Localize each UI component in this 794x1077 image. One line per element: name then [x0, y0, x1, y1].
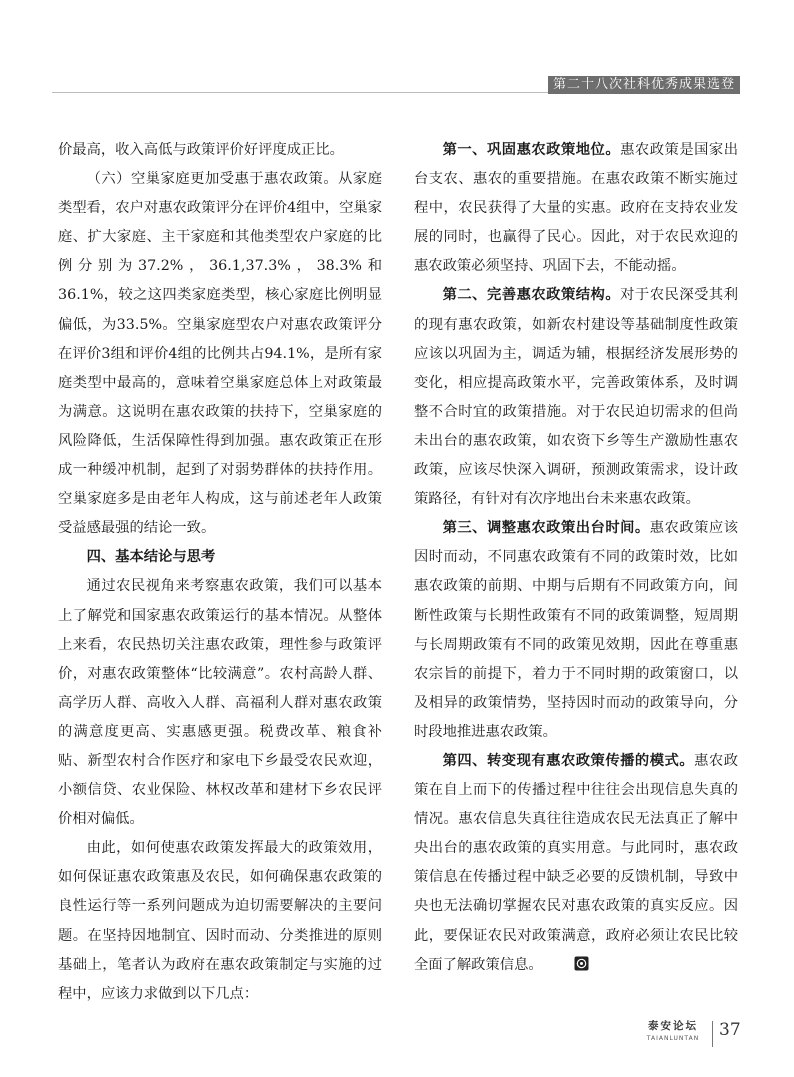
paragraph: 价最高，收入高低与政策评价好评度成正比。 — [58, 142, 344, 158]
paragraph — [414, 747, 738, 980]
paragraph — [414, 514, 738, 747]
paragraph-lead: 第一、巩固惠农政策地位。 — [442, 142, 621, 158]
paragraph-lead: 第二、完善惠农政策结构。 — [442, 287, 621, 304]
right-column — [414, 136, 738, 980]
paragraph: 通过农民视角来考察惠农政策，我们可以基本上了解党和国家惠农政策运行的基本情况。从整体上来看，农民热切关注惠农政策，理性参与政策评价，对惠农政策整体“比较满意”。农村高龄人群、高学历人群、高收入人群、高福利人群对惠农政策的满意度更高、实惠感更强。税费改革、粮食补贴、新型农村合作医疗和家电下乡最受农民欢迎，小额信贷、农业保险、林权改革和建材下乡农民评价相对偏低。 — [58, 578, 382, 828]
running-title: 第二十八次社科优秀成果选登 — [552, 77, 735, 92]
page-footer — [640, 1018, 750, 1052]
paragraph-body: 惠农政策应该因时而动，不同惠农政策有不同的政策时效，比如惠农政策的前期、中期与后期有不同政策方向，间断性政策与长期性政策有不同的政策调整，短周期与长周期政策有不同的政策见效期，因此在尊重惠农宗旨的前提下，着力于不同时期的政策窗口，以及相异的政策情势，坚持因时而动的政策导向，分时段地推进惠农政策。 — [414, 520, 739, 740]
article-end-icon — [546, 953, 561, 968]
running-title-banner — [548, 76, 740, 94]
paragraph — [414, 281, 738, 514]
paragraph-body: 从家庭类型看，农户对惠农政策评分在评价4组中，空巢家庭、扩大家庭、主干家庭和其他类型农户家庭的比例分别为37.2%，36.1,37.3%，38.3%和36.1%，较之这四类家庭类型，核心家庭比例明显偏低，为33.5%。空巢家庭型农户对惠农政策评分在评价3组和评价4组的比例共占94.1%，是所有家庭类型中最高的，意味着空巢家庭总体上对政策最为满意。这说明在惠农政策的扶持下，空巢家庭的风险降低，生活保障性得到加强。惠农政策正在形成一种缓冲机制，起到了对弱势群体的扶持作用。空巢家庭多是由老年人构成，这与前述老年人政策受益感最强的结论一致。 — [58, 171, 383, 537]
paragraph — [414, 136, 738, 281]
paragraph-lead: 第三、调整惠农政策出台时间。 — [442, 520, 650, 537]
paragraph-body: 惠农政策是国家出台支农、惠农的重要措施。在惠农政策不断实施过程中，农民获得了大量的实惠。政府在支持农业发展的同时，也赢得了民心。因此，对于农民欢迎的惠农政策必须坚持、巩固下去，不能动摇。 — [414, 142, 739, 275]
page-number: 37 — [719, 1020, 741, 1040]
paragraph-body: 惠农政策在自上而下的传播过程中往往会出现信息失真的情况。惠农信息失真往往造成农民无法真正了解中央出台的惠农政策的真实用意。与此同时，惠农政策信息在传播过程中缺乏必要的反馈机制，导致中央也无法确切掌握农民对惠农政策的真实反应。因此，要保证农民对政策满意，政府必须让农民比较全面了解政策信息。 — [414, 752, 739, 973]
section-title: 四、基本结论与思考 — [86, 549, 216, 566]
subsection-heading: （六）空巢家庭更加受惠于惠农政策。 — [86, 171, 339, 188]
paragraph-body: 对于农民深受其利的现有惠农政策，如新农村建设等基础制度性政策应该以巩固为主，调适为辅，根据经济发展形势的变化，相应提高政策水平，完善政策体系，及时调整不合时宜的政策措施。对于农民迫切需求的但尚未出台的惠农政策，如农资下乡等生产激励性惠农政策，应该尽快深入调研，预测政策需求，设计政策路径，有针对有次序地出台未来惠农政策。 — [414, 287, 739, 508]
journal-pinyin: TAIANLUNTAN — [646, 1035, 700, 1042]
left-column — [58, 136, 382, 1009]
paragraph: 由此，如何使惠农政策发挥最大的政策效用，如何保证惠农政策惠及农民，如何确保惠农政策的良性运行等一系列问题成为迫切需要解决的主要问题。在坚持因地制宜、因时而动、分类推进的原则基础上，笔者认为政府在惠农政策制定与实施的过程中，应该力求做到以下几点： — [58, 840, 382, 1002]
journal-name: 泰安论坛 — [648, 1020, 698, 1032]
paragraph-lead: 第四、转变现有惠农政策传播的模式。 — [442, 752, 695, 769]
paragraph — [58, 165, 382, 543]
footer-divider — [712, 1021, 713, 1047]
